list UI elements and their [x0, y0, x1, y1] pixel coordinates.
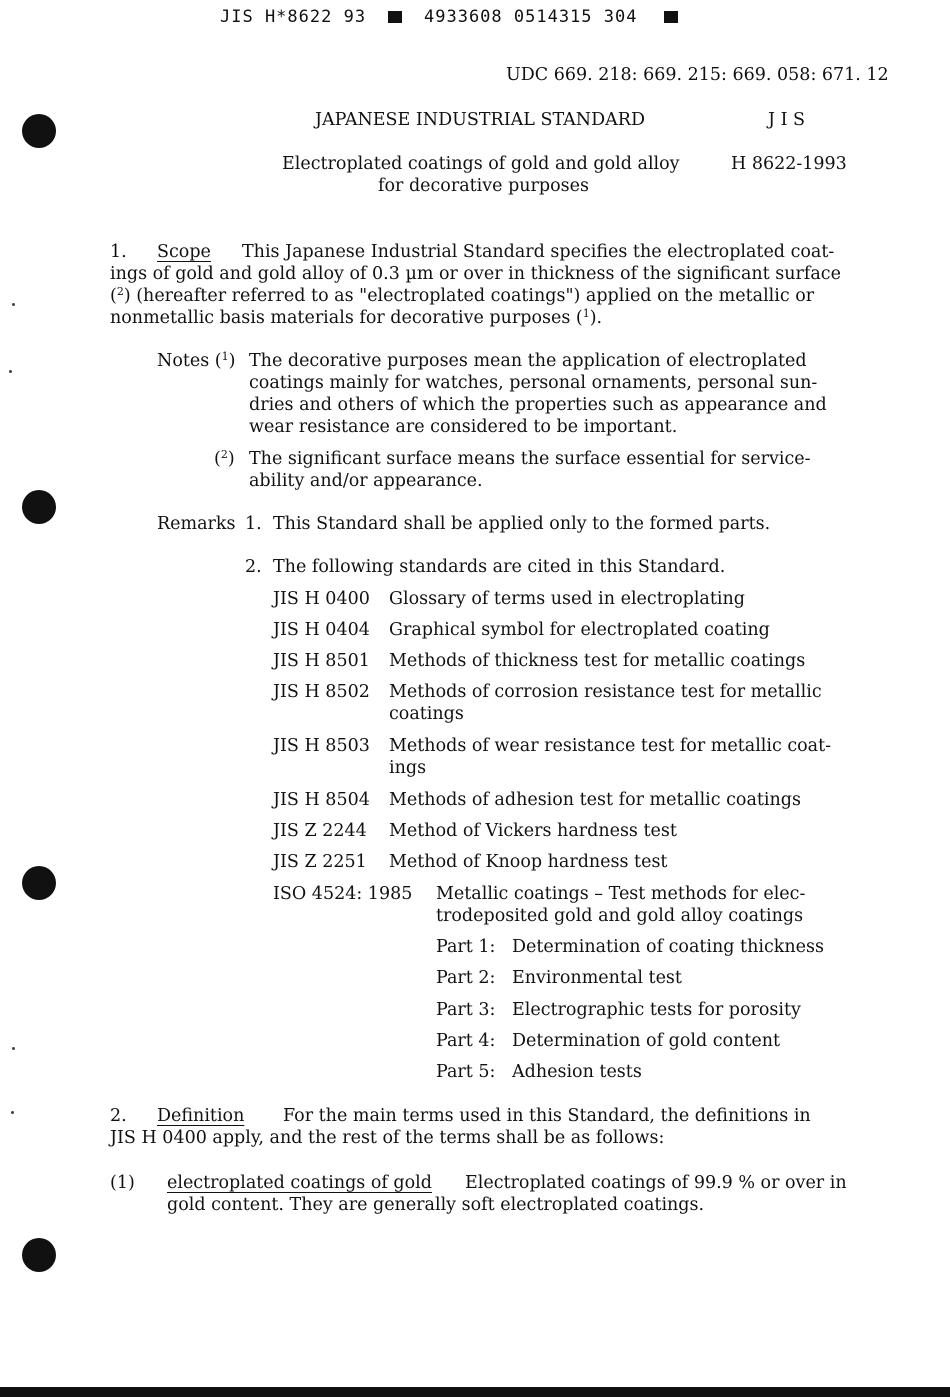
- remark-2-number: 2.: [245, 557, 262, 577]
- definition-item-text-line1: Electroplated coatings of 99.9 % or over in: [465, 1173, 847, 1193]
- cited-standard-code: JIS H 8502: [273, 682, 370, 702]
- scan-speck: [11, 1111, 14, 1114]
- scope-text-line1: This Japanese Industrial Standard specifies the electroplated coat-: [242, 242, 835, 262]
- scan-speck: [12, 1047, 15, 1050]
- section-1-heading: Scope: [157, 242, 211, 262]
- scan-header-code-2: [424, 6, 637, 28]
- cited-standard-title: Method of Knoop hardness test: [389, 852, 668, 872]
- iso-part-text: Electrographic tests for porosity: [512, 1000, 801, 1020]
- cited-standard-title-cont: ings: [389, 758, 427, 778]
- jis-mark: J I S: [768, 110, 806, 130]
- scan-block-mark-2: [664, 11, 678, 23]
- footnote-ref-2: 2: [116, 285, 124, 298]
- iso-part-label: Part 2:: [436, 968, 496, 988]
- scope-text-line4: [110, 307, 602, 329]
- iso-part-label: Part 5:: [436, 1062, 496, 1082]
- section-1-number: 1.: [110, 242, 127, 262]
- footnote-ref-1: 1: [582, 307, 590, 320]
- definition-text-line2: JIS H 0400 apply, and the rest of the terms shall be as follows:: [110, 1128, 665, 1148]
- cited-standard-code: JIS H 0400: [273, 589, 370, 609]
- punch-hole: [22, 1238, 56, 1272]
- punch-hole: [22, 866, 56, 900]
- scan-speck: [12, 303, 15, 306]
- scope-text-line3: ($^2$) (hereafter referred to as "electroplated coatings") applied on the metallic or: [110, 285, 815, 306]
- iso-part-text: Environmental test: [512, 968, 682, 988]
- standard-title: JAPANESE INDUSTRIAL STANDARD: [315, 110, 645, 130]
- iso-part-text: Adhesion tests: [512, 1062, 642, 1082]
- remark-2-text: The following standards are cited in this Standard.: [273, 557, 726, 577]
- cited-standard-code: JIS H 8501: [273, 651, 370, 671]
- cited-standard-title: Graphical symbol for electroplated coating: [389, 620, 770, 640]
- cited-standard-title: Methods of thickness test for metallic coatings: [389, 651, 806, 671]
- cited-standard-code: JIS Z 2251: [273, 852, 367, 872]
- definition-item-text-line2: gold content. They are generally soft electroplated coatings.: [167, 1195, 705, 1215]
- iso-part-label: Part 1:: [436, 937, 496, 957]
- notes-label-text: Notes (: [157, 351, 222, 371]
- definition-term: electroplated coatings of gold: [167, 1173, 432, 1193]
- iso-part-text: Determination of coating thickness: [512, 937, 824, 957]
- note-1-line2: coatings mainly for watches, personal ornaments, personal sun-: [249, 373, 818, 393]
- iso-part-label: Part 4:: [436, 1031, 496, 1051]
- cited-standard-code: JIS H 8503: [273, 736, 370, 756]
- note-1-ref: 1: [221, 350, 229, 363]
- cited-standard-title: Glossary of terms used in electroplating: [389, 589, 745, 609]
- scan-header-part2: 4933608 0514315 304: [424, 7, 638, 27]
- notes-label: [157, 350, 235, 372]
- iso-standard-title-line1: Metallic coatings – Test methods for elec-: [436, 884, 806, 904]
- definition-text-line1: For the main terms used in this Standard, the definitions in: [283, 1106, 811, 1126]
- document-number: H 8622-1993: [731, 154, 847, 174]
- scope-text-line2: ings of gold and gold alloy of 0.3 µm or over in thickness of the significant surface: [110, 264, 841, 284]
- cited-standard-title-cont: coatings: [389, 704, 464, 724]
- cited-standard-title: Methods of corrosion resistance test for metallic: [389, 682, 822, 702]
- iso-part-text: Determination of gold content: [512, 1031, 781, 1051]
- note-2-open: (: [214, 449, 221, 469]
- punch-hole: [22, 490, 56, 524]
- scan-bottom-edge: [0, 1387, 950, 1397]
- note-2-line2: ability and/or appearance.: [249, 471, 483, 491]
- punch-hole: [22, 114, 56, 148]
- iso-standard-title-line2: trodeposited gold and gold alloy coatings: [436, 906, 804, 926]
- cited-standard-code: JIS H 0404: [273, 620, 370, 640]
- section-2-heading: Definition: [157, 1106, 245, 1126]
- note-2-ref: 2: [220, 448, 228, 461]
- remarks-label: Remarks: [157, 514, 236, 534]
- cited-standard-title: Methods of adhesion test for metallic coatings: [389, 790, 801, 810]
- iso-part-label: Part 3:: [436, 1000, 496, 1020]
- scan-header-part1: JIS H*8622 93: [220, 7, 367, 27]
- note-2-line1: The significant surface means the surface essential for service-: [249, 449, 811, 469]
- section-2-number: 2.: [110, 1106, 127, 1126]
- note-1-line4: wear resistance are considered to be important.: [249, 417, 678, 437]
- scan-speck: [9, 370, 12, 373]
- note-1-close: ): [228, 351, 236, 371]
- scope-line4-end: ).: [589, 308, 603, 328]
- scan-header-code: [220, 6, 366, 28]
- scope-line4-text: nonmetallic basis materials for decorative purposes (: [110, 308, 583, 328]
- cited-standard-code: JIS Z 2244: [273, 821, 367, 841]
- remark-1-text: This Standard shall be applied only to the formed parts.: [273, 514, 771, 534]
- cited-standard-title: Method of Vickers hardness test: [389, 821, 677, 841]
- note-1-line3: dries and others of which the properties such as appearance and: [249, 395, 827, 415]
- note-2-label: [214, 448, 235, 470]
- udc-number: UDC 669. 218: 669. 215: 669. 058: 671. 12: [506, 65, 889, 85]
- remark-1-number: 1.: [245, 514, 262, 534]
- definition-item-number: (1): [110, 1173, 135, 1193]
- cited-standard-title: Methods of wear resistance test for metallic coat-: [389, 736, 832, 756]
- note-1-line1: The decorative purposes mean the application of electroplated: [249, 351, 807, 371]
- document-title-line1: Electroplated coatings of gold and gold alloy: [282, 154, 680, 174]
- scan-block-mark: [388, 11, 402, 23]
- iso-standard-code: ISO 4524: 1985: [273, 884, 413, 904]
- scope-line3-text: (hereafter referred to as "electroplated coatings") applied on the metallic or: [130, 286, 815, 306]
- document-title-line2: for decorative purposes: [378, 176, 589, 196]
- note-2-close: ): [227, 449, 235, 469]
- cited-standard-code: JIS H 8504: [273, 790, 370, 810]
